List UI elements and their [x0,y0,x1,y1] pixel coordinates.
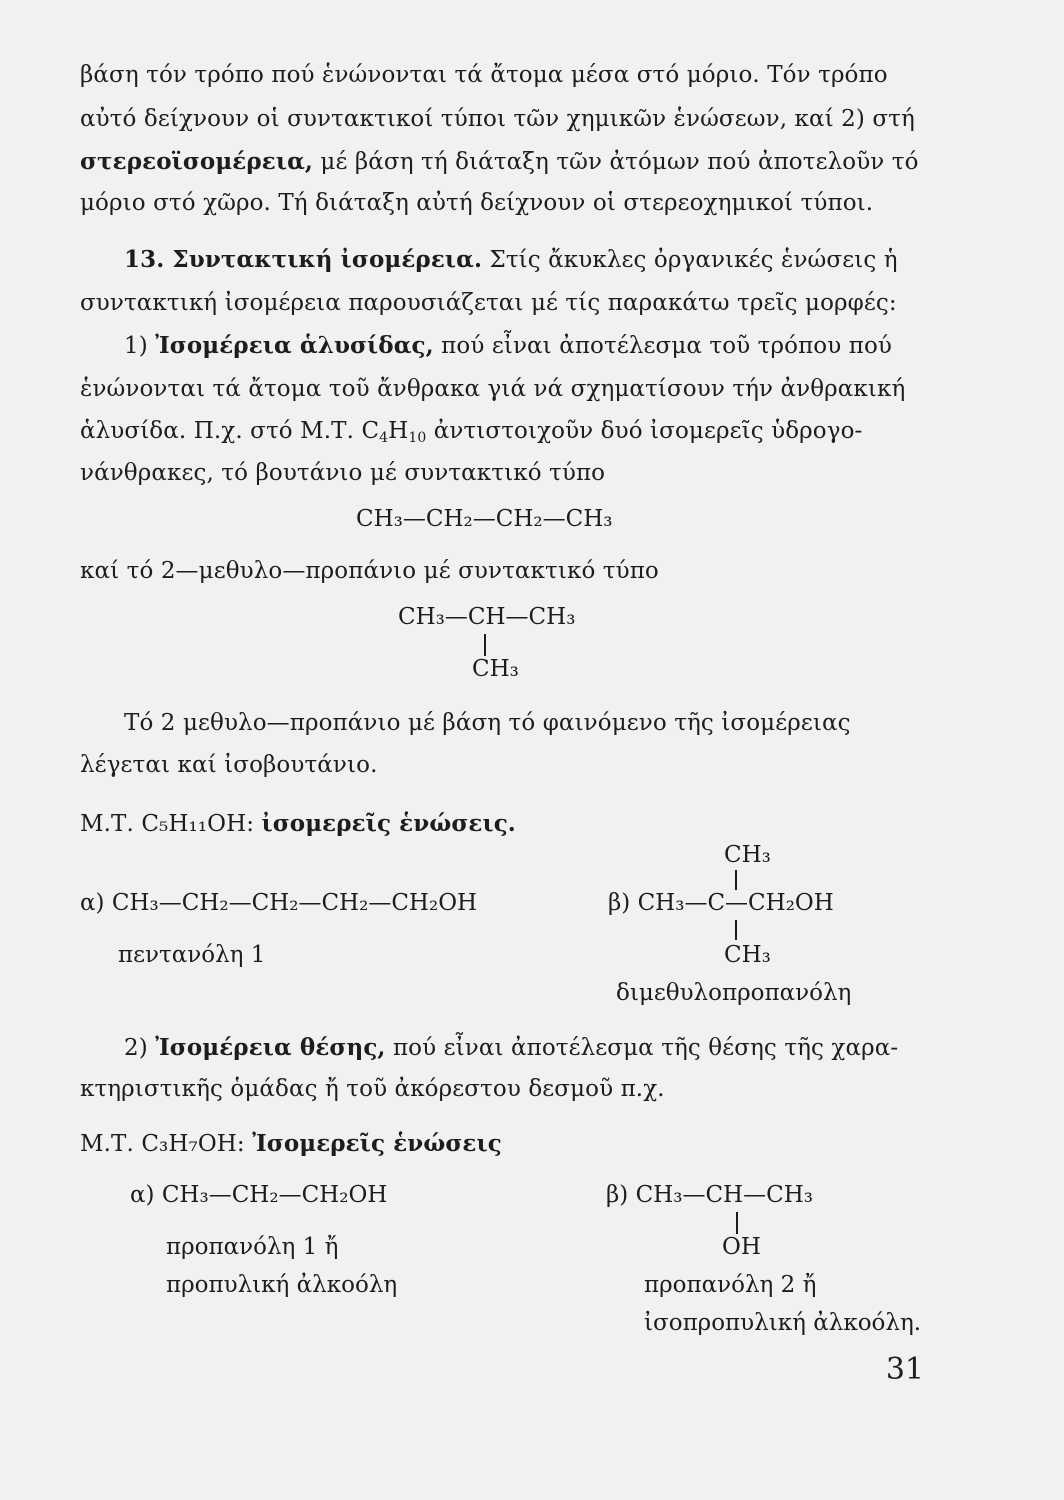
formula-pentanol: α) CH₃—CH₂—CH₂—CH₂—CH₂OH [80,890,478,916]
formula-b-bottom-methyl: CH₃ [724,942,771,968]
paragraph-line: αὐτό δείχνουν οἱ συντακτικοί τύποι τῶν χημικῶν ἑνώσεων, καί 2) στή [80,106,915,132]
term-stereoisomerism: στερεοϊσομέρεια, [80,148,313,175]
formula-propanol-2: β) CH₃—CH—CH₃ [606,1182,813,1208]
name-isopropyl-alcohol: ἰσοπροπυλική ἀλκοόλη. [644,1310,922,1336]
paragraph-line: Τό 2 μεθυλο—προπάνιο μέ βάση τό φαινόμενο τῆς ἰσομέρειας [124,710,851,736]
formula-hydroxyl-branch: OH [722,1234,761,1260]
page-number: 31 [885,1352,924,1387]
bond-line [736,1212,738,1234]
formula-label-c5: Μ.Τ. C₅H₁₁OH: ἰσομερεῖς ἑνώσεις. [80,810,516,837]
paragraph-line: βάση τόν τρόπο πού ἑνώνονται τά ἄτομα μέσα στό μόριο. Τόν τρόπο [80,62,888,88]
formula-propanol-1: α) CH₃—CH₂—CH₂OH [130,1182,388,1208]
paragraph-line: στερεοϊσομέρεια, μέ βάση τή διάταξη τῶν ἀτόμων πού ἀποτελοῦν τό [80,148,919,175]
list-item-1: 1) Ἰσομέρεια ἁλυσίδας, πού εἶναι ἀποτέλεσμα τοῦ τρόπου πού [124,332,892,359]
name-propanol-1: προπανόλη 1 ἤ [166,1234,339,1260]
formula-b-top-methyl: CH₃ [724,842,771,868]
name-propyl-alcohol: προπυλική ἀλκοόλη [166,1272,398,1298]
name-pentanol: πεντανόλη 1 [118,942,266,968]
section-heading: 13. Συντακτική ἰσομέρεια. [124,246,483,273]
paragraph-line: καί τό 2—μεθυλο—προπάνιο μέ συντακτικό τύπο [80,558,659,584]
term-chain-isomerism: Ἰσομέρεια ἁλυσίδας, [155,332,434,359]
paragraph-line: μόριο στό χῶρο. Τή διάταξη αὐτή δείχνουν οἱ στερεοχημικοί τύποι. [80,190,874,216]
section-heading-line: 13. Συντακτική ἰσομέρεια. Στίς ἄκυκλες ὀργανικές ἑνώσεις ἡ [124,246,898,273]
paragraph-line: λέγεται καί ἰσοβουτάνιο. [80,752,378,778]
paragraph-line: συντακτική ἰσομέρεια παρουσιάζεται μέ τίς παρακάτω τρεῖς μορφές: [80,290,897,316]
paragraph-line: νάνθρακες, τό βουτάνιο μέ συντακτικό τύπο [80,460,606,486]
paragraph-line: κτηριστικῆς ὁμάδας ἤ τοῦ ἀκόρεστου δεσμοῦ π.χ. [80,1076,665,1102]
term-position-isomerism: Ἰσομέρεια θέσης, [155,1034,386,1061]
bond-line [484,634,486,656]
bond-line [735,870,737,890]
formula-butane: CH₃—CH₂—CH₂—CH₃ [356,506,613,532]
formula-isobutane-branch: CH₃ [472,656,519,682]
list-item-2: 2) Ἰσομέρεια θέσης, πού εἶναι ἀποτέλεσμα τῆς θέσης τῆς χαρα- [124,1034,899,1061]
name-propanol-2: προπανόλη 2 ἤ [644,1272,817,1298]
paragraph-line: ἁλυσίδα. Π.χ. στό Μ.Τ. $C_4H_{10}$ ἀντιστοιχοῦν δυό ἰσομερεῖς ὑδρογο- [80,418,863,446]
formula-dimethylpropanol: β) CH₃—C—CH₂OH [608,890,834,916]
bond-line [735,920,737,940]
formula-label-c3: Μ.Τ. C₃H₇OH: Ἰσομερεῖς ἑνώσεις [80,1130,502,1157]
formula-isobutane-main: CH₃—CH—CH₃ [398,604,576,630]
name-dimethylpropanol: διμεθυλοπροπανόλη [616,980,852,1006]
paragraph-line: ἑνώνονται τά ἄτομα τοῦ ἄνθρακα γιά νά σχηματίσουν τήν ἀνθρακική [80,376,906,402]
